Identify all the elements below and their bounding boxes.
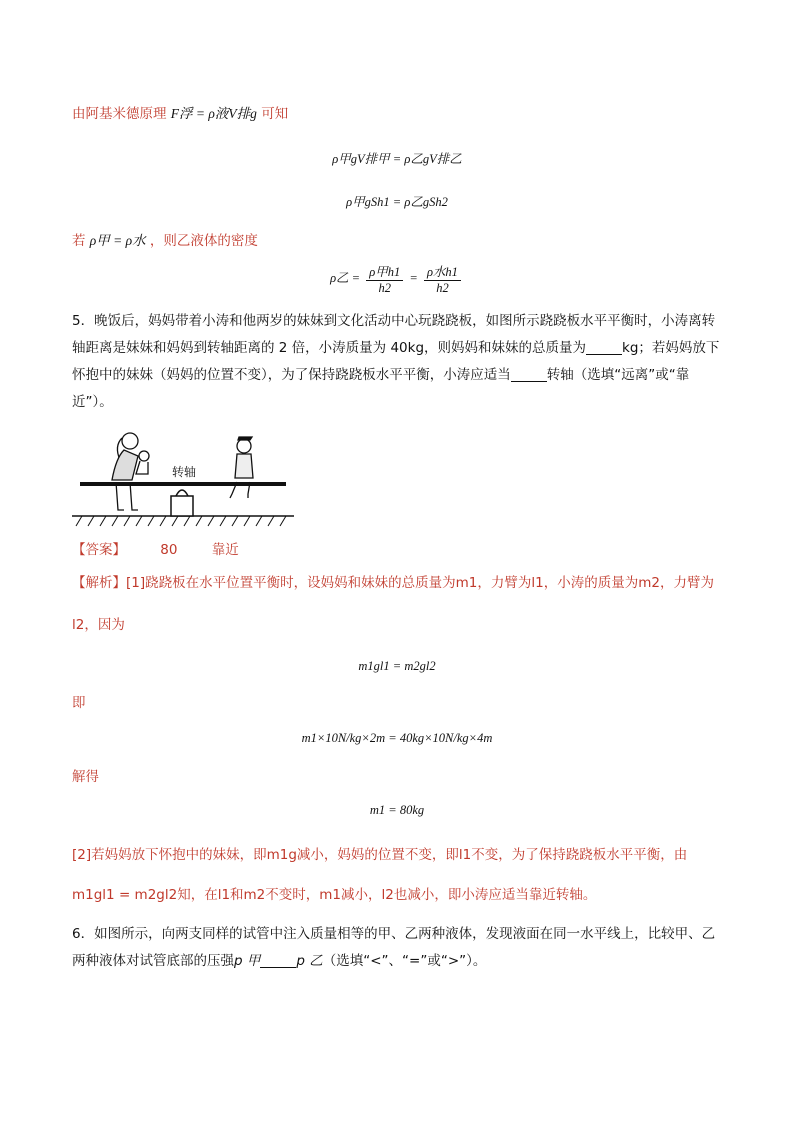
equation-2: ρ甲gSh1 = ρ乙gSh2 bbox=[346, 195, 448, 209]
fraction-2: $\frac{\text{ρ水h1}}{h2}$ bbox=[424, 262, 461, 296]
analysis-line-1: 【解析】[1]跷跷板在水平位置平衡时，设妈妈和妹妹的总质量为m1，力臂为l1，小涛的质量为m2，力臂为 bbox=[72, 575, 714, 591]
analysis-line-3: [2]若妈妈放下怀抱中的妹妹，即m1g减小，妈妈的位置不变，即l1不变，为了保持跷跷板水平平衡，由 bbox=[72, 847, 688, 863]
text-if-water: 若 ρ甲 = ρ水 ，则乙液体的密度 bbox=[72, 233, 258, 249]
answer-value-2: 靠近 bbox=[211, 542, 239, 558]
text-ji: 即 bbox=[72, 695, 86, 711]
answer-blank-2 bbox=[511, 367, 547, 382]
analysis-line-4: m1gl1 = m2gl2知，在l1和m2不变时，m1减小，l2也减小，即小涛应适当靠近转轴。 bbox=[72, 887, 597, 903]
question-5: 5．晚饭后，妈妈带着小涛和他两岁的妹妹到文化活动中心玩跷跷板，如图所示跷跷板水平平衡时，小涛离转轴距离是妹妹和妈妈到转轴距离的 2 倍，小涛质量为 40kg，则妈妈和妹妹的总质量为 kg；若妈妈放下怀抱中的妹妹（妈妈的位置不变），为了保持跷跷板水平平衡，小涛应适当 转轴（选填“远离”或“靠近”）。 bbox=[72, 313, 720, 410]
equation-5: m1×10N/kg×2m = 40kg×10N/kg×4m bbox=[301, 731, 493, 745]
text-archimedes: 由阿基米德原理 F浮 = ρ液V排g 可知 bbox=[72, 106, 289, 122]
fraction-1: $\frac{\text{ρ甲h1}}{h2}$ bbox=[366, 262, 403, 296]
analysis-line-2: l2，因为 bbox=[72, 617, 125, 633]
answer-line bbox=[72, 538, 239, 558]
question-6: 6．如图所示，向两支同样的试管中注入质量相等的甲、乙两种液体，发现液面在同一水平线上，比较甲、乙两种液体对试管底部的压强p 甲 p 乙（选填“<”、“=”或“>”）。 bbox=[72, 926, 716, 969]
text-jiede: 解得 bbox=[72, 769, 99, 785]
equation-6: m1 = 80kg bbox=[369, 803, 425, 817]
equation-1: ρ甲gV排甲 = ρ乙gV排乙 bbox=[332, 152, 462, 166]
seesaw-figure bbox=[72, 426, 298, 536]
formula-buoyancy: F浮 = ρ液V排g bbox=[170, 106, 257, 121]
equation-4: m1gl1 = m2gl2 bbox=[358, 659, 436, 673]
pivot-label: 转轴 bbox=[172, 465, 197, 479]
formula-water: ρ甲 = ρ水 bbox=[89, 233, 146, 248]
equation-3: ρ乙 = $\frac{\text{ρ甲h1}}{h2}$ = $\frac{\text{ρ水h1}}{h2}$ bbox=[0, 262, 794, 296]
answer-blank-3 bbox=[260, 953, 296, 968]
answer-value-1: 80 bbox=[160, 542, 178, 558]
answer-blank-1 bbox=[586, 340, 622, 355]
answer-label: 【答案】 bbox=[72, 542, 126, 558]
seesaw-illustration bbox=[72, 426, 298, 536]
